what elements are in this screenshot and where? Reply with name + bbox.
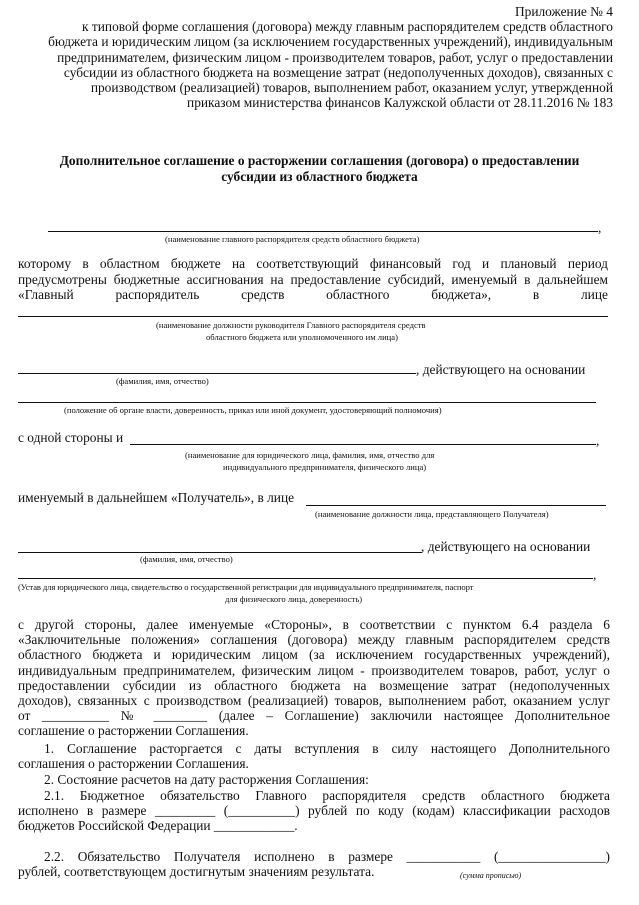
document-title-line2: субсидии из областного бюджета <box>221 169 418 184</box>
acting-basis: , действующего на основании <box>416 362 586 377</box>
blank-line <box>18 402 596 403</box>
recipient-position-caption: (наименование должности лица, представляющего Получателя) <box>315 509 549 519</box>
blank-line <box>306 505 606 506</box>
word: областного <box>326 287 390 302</box>
blank-line <box>18 373 416 374</box>
comma: , <box>596 433 600 448</box>
appendix-line: производством (реализацией) товаров, выполнением работ, оказанием услуг, утвержденной <box>90 80 613 96</box>
acting-basis-2: , действующего на основании <box>421 539 591 554</box>
comma: , <box>593 567 597 582</box>
charter-caption: (Устав для юридического лица, свидетельство о государственной регистрации для индивидуального предпринимателя, паспорт <box>18 582 474 592</box>
item-2-2-line: 2.2. Обязательство Получателя исполнено в размере ___________ (________________) <box>44 849 610 864</box>
recipient-caption: (наименование для юридического лица, фамилия, имя, отчество для <box>185 450 435 460</box>
appendix-label: Приложение № 4 <box>514 4 613 19</box>
item-2-line: 2. Состояние расчетов на дату расторжения Соглашения: <box>44 772 369 787</box>
blank-line <box>18 316 608 317</box>
item-1 <box>18 741 610 771</box>
word: «Главный <box>18 287 74 302</box>
recipient-caption-2: индивидуального предпринимателя, физического лица) <box>223 462 427 472</box>
para1-line: предусмотрены бюджетные ассигнования на предоставление субсидий, именуемый в дальнейшем <box>18 272 608 287</box>
para2-line: от __________ № ________ (далее – Соглашение) заключили настоящее Дополнительное <box>18 708 610 724</box>
word: в <box>532 287 540 302</box>
named-recipient-label: именуемый в дальнейшем «Получатель», в лице <box>18 490 295 505</box>
para1-line3 <box>18 287 608 302</box>
para2-line: соглашение о расторжении Соглашения. <box>18 723 249 739</box>
charter-caption-2: для физического лица, доверенность) <box>225 594 363 604</box>
blank-line <box>130 444 596 445</box>
item-2-1-line: 2.1. Бюджетное обязательство Главного распорядителя средств областного бюджета <box>44 788 610 803</box>
amount-in-words-caption: (сумма прописью) <box>460 871 522 880</box>
appendix-line: бюджета и юридическим лицом (за исключением государственных учреждений), индивидуальным <box>48 34 613 50</box>
para2 <box>18 617 610 739</box>
fio-caption-2: (фамилия, имя, отчество) <box>140 554 233 564</box>
document-title: Дополнительное соглашение о расторжении соглашения (договора) о предоставлении <box>59 153 580 168</box>
para2-line: предоставлении субсидии из областного бюджета на возмещение затрат (недополученных <box>18 677 610 693</box>
blank-line <box>48 231 598 232</box>
para2-line: «Заключительные положения» соглашения (договора) между главным распорядителем средств <box>18 632 610 648</box>
para1-line: которому в областном бюджете на соответствующий финансовый год и плановый период <box>18 256 608 271</box>
para2-line: индивидуальным предпринимателем, физическим лицом - производителем товаров, работ, услуг о <box>18 662 610 678</box>
item-2-1-line: исполнено в размере _________ (__________) рублей по коду (кодам) классификации расходов <box>18 803 610 819</box>
head-position-caption-2: областного бюджета или уполномоченного им лица) <box>206 332 398 342</box>
para2-line: областного бюджета и юридическим лицом (за исключением государственных учреждений), <box>18 647 610 663</box>
word: бюджета», <box>431 287 492 302</box>
head-position-caption: (наименование должности руководителя Главного распорядителя средств <box>156 320 426 330</box>
blank-line <box>18 552 422 553</box>
para2-line: с другой стороны, далее именуемые «Стороны», в соответствии с пунктом 6.4 раздела 6 <box>18 617 610 632</box>
item-1-line: соглашения о расторжении Соглашения. <box>18 756 249 772</box>
main-distributor-caption: (наименование главного распорядителя средств областного бюджета) <box>165 234 420 244</box>
comma: , <box>598 220 602 235</box>
item-1-line: 1. Соглашение расторгается с даты вступления в силу настоящего Дополнительного <box>44 741 610 756</box>
appendix-line: предпринимателем, физическим лицом - производителем товаров, работ, услуг о предоставлении <box>57 49 613 65</box>
authority-caption: (положение об органе власти, доверенность, приказ или иной документ, удостоверяющий полномочия) <box>64 405 442 415</box>
blank-line <box>18 578 593 579</box>
item-2 <box>18 772 610 787</box>
appendix-line: к типовой форме соглашения (договора) между главным распорядителем средств областного <box>82 19 613 35</box>
para2-line: доходов), связанных с производством (реализацией) товаров, выполнением работ, оказанием услуг <box>18 693 610 709</box>
word: распорядитель <box>115 287 200 302</box>
word: средств <box>241 287 285 302</box>
item-2-2-line: рублей, соответствующем достигнутым значениям результата. <box>18 864 375 880</box>
appendix-line: субсидии из областного бюджета на возмещение затрат (недополученных доходов), связанных с <box>63 64 613 80</box>
fio-caption: (фамилия, имя, отчество) <box>116 376 209 386</box>
word: лице <box>580 287 608 302</box>
item-2-1-line: бюджетов Российской Федерации ____________. <box>18 818 298 834</box>
item-2-1 <box>18 788 610 834</box>
one-side-label: с одной стороны и <box>18 430 124 445</box>
appendix-header <box>7 4 613 110</box>
appendix-line: приказом министерства финансов Калужской области от 28.11.2016 № 183 <box>187 95 613 111</box>
